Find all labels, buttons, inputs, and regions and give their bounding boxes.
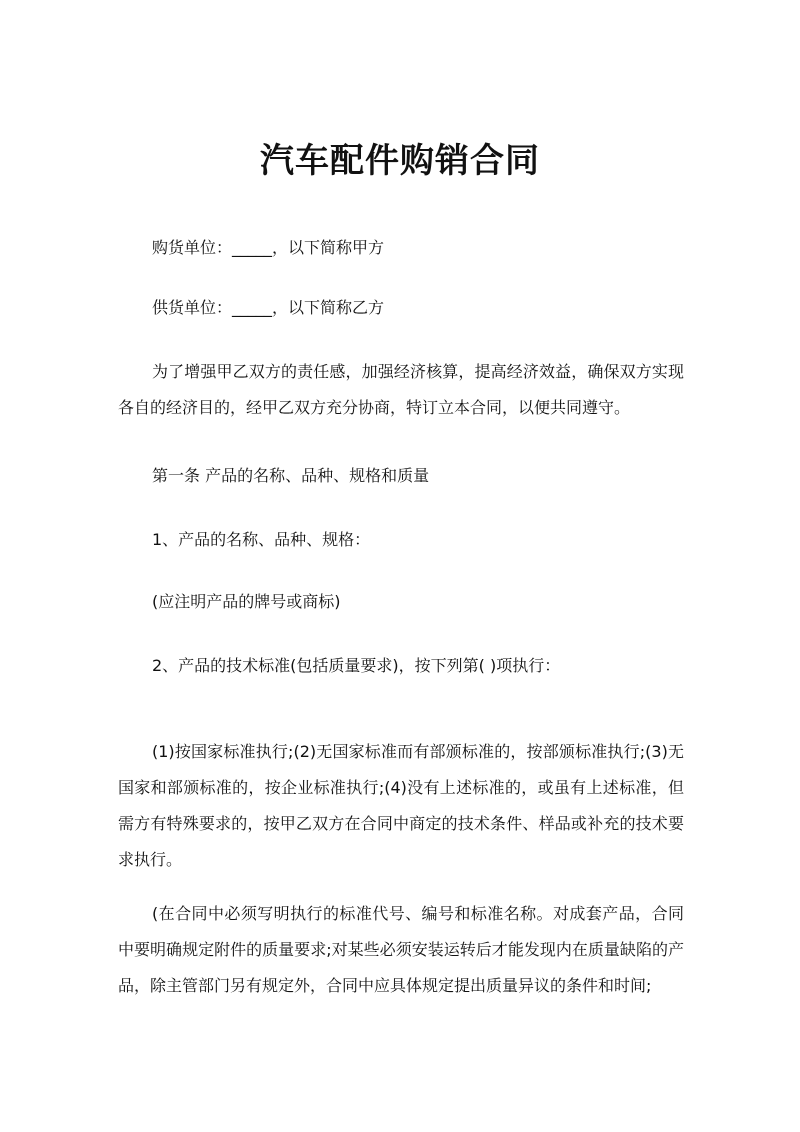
clause-1-note: (应注明产品的牌号或商标) <box>152 592 341 611</box>
standards-options-paragraph: (1)按国家标准执行;(2)无国家标准而有部颁标准的，按部颁标准执行;(3)无国家和部颁标准的，按企业标准执行;(4)没有上述标准的，或虽有上述标准，但需方有特殊要求的，按甲乙双方在合同中商定的技术条件、样品或补充的技术要求执行。 <box>118 742 684 869</box>
clause-1-paragraph: 1、产品的名称、品种、规格： <box>152 530 371 549</box>
standards-note-paragraph: (在合同中必须写明执行的标准代号、编号和标准名称。对成套产品，合同中要明确规定附件的质量要求;对某些必须安装运转后才能发现内在质量缺陷的产品，除主管部门另有规定外，合同中应具体规定提出质量异议的条件和时间; <box>118 904 684 995</box>
article-one-heading: 第一条 产品的名称、品种、规格和质量 <box>152 466 430 485</box>
buyer-unit-paragraph: 购货单位：_____，以下简称甲方 <box>152 238 385 257</box>
preamble-paragraph: 为了增强甲乙双方的责任感，加强经济核算，提高经济效益，确保双方实现各自的经济目的，经甲乙双方充分协商，特订立本合同，以便共同遵守。 <box>118 362 684 417</box>
document-title: 汽车配件购销合同 <box>260 141 540 181</box>
supplier-unit-paragraph: 供货单位：_____，以下简称乙方 <box>152 298 385 317</box>
clause-2-paragraph: 2、产品的技术标准(包括质量要求)，按下列第( )项执行： <box>152 656 561 675</box>
